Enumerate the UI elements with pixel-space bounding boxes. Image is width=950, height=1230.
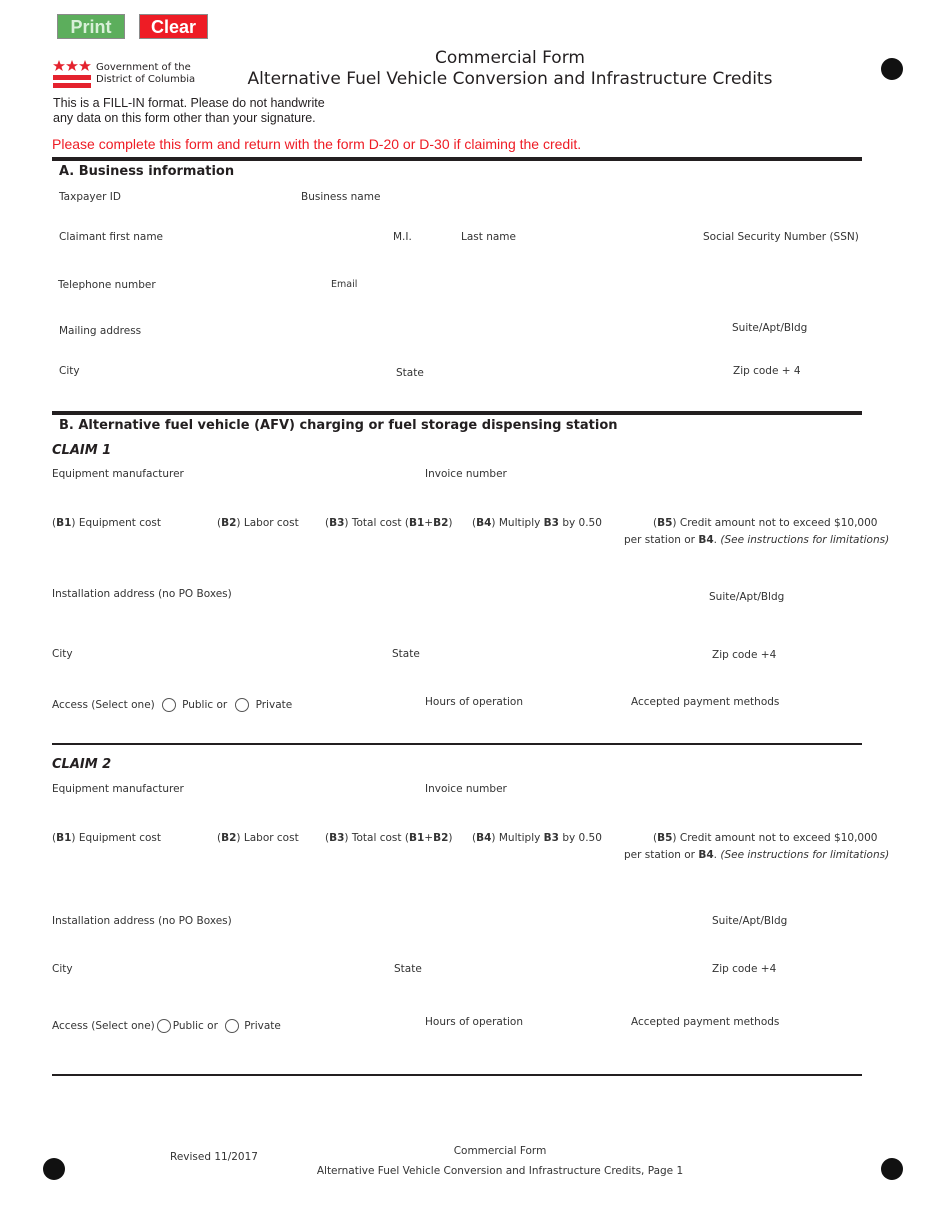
payment-methods-label: Accepted payment methods <box>631 1016 780 1028</box>
b2-labor-cost-label: (B2) Labor cost <box>217 832 299 844</box>
city-label: City <box>59 365 80 377</box>
access-row <box>52 696 292 714</box>
access-label: Access (Select one) <box>52 699 155 711</box>
claim-2-title: CLAIM 2 <box>52 757 112 772</box>
email-label: Email <box>331 279 358 290</box>
state-label: State <box>396 367 424 379</box>
b4-multiply-label: (B4) Multiply B3 by 0.50 <box>472 832 602 844</box>
hours-of-operation-label: Hours of operation <box>425 1016 523 1028</box>
form-title: Commercial Form <box>435 48 585 68</box>
fill-in-note-2: any data on this form other than your signature. <box>53 111 316 125</box>
ssn-label: Social Security Number (SSN) <box>703 231 859 243</box>
section-divider <box>52 157 862 161</box>
private-label: Private <box>244 1020 281 1032</box>
private-radio[interactable] <box>235 698 249 712</box>
city-label: City <box>52 963 73 975</box>
b2-labor-cost-label: (B2) Labor cost <box>217 517 299 529</box>
claimant-first-name-label: Claimant first name <box>59 231 164 243</box>
zip-label: Zip code + 4 <box>733 365 801 377</box>
fill-in-note-1: This is a FILL-IN format. Please do not handwrite <box>53 96 325 110</box>
city-label: City <box>52 648 73 660</box>
claim-divider <box>52 743 862 745</box>
public-radio[interactable] <box>162 698 176 712</box>
last-name-label: Last name <box>461 231 516 243</box>
b3-total-cost-label: (B3) Total cost (B1+B2) <box>325 832 453 844</box>
gov-line-1: Government of the <box>96 62 191 73</box>
zip-label: Zip code +4 <box>712 963 777 975</box>
suite-label: Suite/Apt/Bldg <box>709 591 785 603</box>
dc-flag-logo <box>53 60 91 90</box>
private-radio[interactable] <box>225 1019 239 1033</box>
b5-credit-amount-label: (B5) Credit amount not to exceed $10,000 <box>653 832 878 844</box>
b1-equipment-cost-label: (B1) Equipment cost <box>52 517 161 529</box>
b5-credit-amount-label: (B5) Credit amount not to exceed $10,000 <box>653 517 878 529</box>
private-label: Private <box>255 699 293 711</box>
gov-line-2: District of Columbia <box>96 74 196 85</box>
form-subtitle: Alternative Fuel Vehicle Conversion and Infrastructure Credits <box>247 69 773 89</box>
mailing-address-label: Mailing address <box>59 325 142 337</box>
claim-1-title: CLAIM 1 <box>52 443 112 458</box>
invoice-number-label: Invoice number <box>425 468 507 480</box>
b3-total-cost-label: (B3) Total cost (B1+B2) <box>325 517 453 529</box>
section-a-heading: A. Business information <box>59 164 235 179</box>
b4-multiply-label: (B4) Multiply B3 by 0.50 <box>472 517 602 529</box>
footer-page-line: Alternative Fuel Vehicle Conversion and Infrastructure Credits, Page 1 <box>316 1165 684 1177</box>
b1-equipment-cost-label: (B1) Equipment cost <box>52 832 161 844</box>
claim-divider <box>52 1074 862 1076</box>
equipment-manufacturer-label: Equipment manufacturer <box>52 783 184 795</box>
public-label: Public or <box>172 1020 218 1032</box>
b5-credit-note: per station or B4. (See instructions for limitations) <box>624 849 890 861</box>
registration-mark <box>881 58 903 80</box>
public-radio[interactable] <box>157 1019 171 1033</box>
middle-initial-label: M.I. <box>393 231 412 243</box>
section-b-heading: B. Alternative fuel vehicle (AFV) charging or fuel storage dispensing station <box>59 418 618 433</box>
access-label: Access (Select one) <box>52 1020 155 1032</box>
zip-label: Zip code +4 <box>712 649 777 661</box>
public-label: Public or <box>182 699 228 711</box>
hours-of-operation-label: Hours of operation <box>425 696 523 708</box>
section-divider <box>52 411 862 415</box>
state-label: State <box>394 963 422 975</box>
access-row <box>52 1017 281 1035</box>
installation-address-label: Installation address (no PO Boxes) <box>52 915 232 927</box>
print-button[interactable]: Print <box>57 14 125 39</box>
suite-label: Suite/Apt/Bldg <box>712 915 788 927</box>
equipment-manufacturer-label: Equipment manufacturer <box>52 468 184 480</box>
footer-form-name: Commercial Form <box>453 1145 547 1157</box>
payment-methods-label: Accepted payment methods <box>631 696 780 708</box>
business-name-label: Business name <box>301 191 381 203</box>
revised-date: Revised 11/2017 <box>170 1151 258 1163</box>
invoice-number-label: Invoice number <box>425 783 507 795</box>
taxpayer-id-label: Taxpayer ID <box>59 191 121 203</box>
b5-credit-note: per station or B4. (See instructions for limitations) <box>624 534 890 546</box>
instruction-text: Please complete this form and return with the form D-20 or D-30 if claiming the credit. <box>52 136 582 152</box>
suite-label: Suite/Apt/Bldg <box>732 322 808 334</box>
clear-button[interactable]: Clear <box>139 14 208 39</box>
registration-mark <box>881 1158 903 1180</box>
telephone-label: Telephone number <box>58 279 156 291</box>
installation-address-label: Installation address (no PO Boxes) <box>52 588 232 600</box>
registration-mark <box>43 1158 65 1180</box>
state-label: State <box>392 648 420 660</box>
